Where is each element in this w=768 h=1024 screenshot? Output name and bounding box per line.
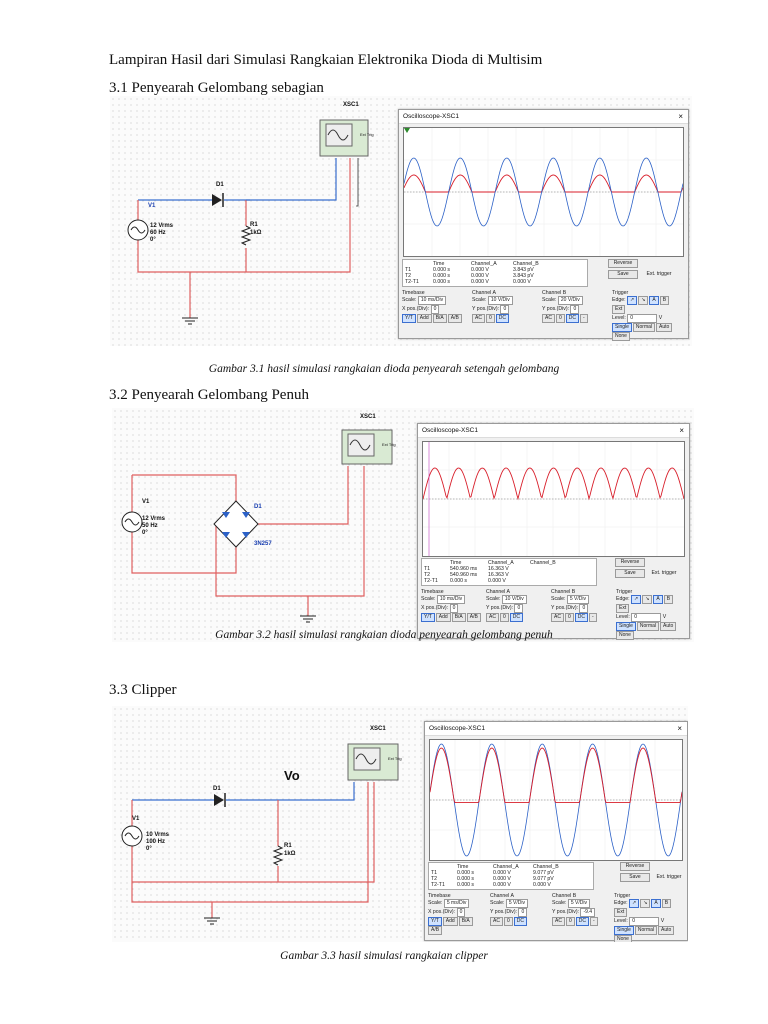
chb-ypos-field[interactable]: -9.4: [580, 908, 595, 917]
t2-cha: 16.363 V: [488, 572, 509, 578]
chb-dc-button[interactable]: DC: [575, 613, 588, 622]
t1-time: 0.000 s: [457, 870, 475, 876]
cha-ypos-field[interactable]: 0: [518, 908, 527, 917]
chb-ypos-field[interactable]: 0: [570, 305, 579, 314]
caption-3-1: Gambar 3.1 hasil simulasi rangkaian dioda penyearah setengah gelombang: [208, 363, 560, 375]
t1-cha: 0.000 V: [471, 267, 489, 273]
edge-label: Edge:: [614, 900, 628, 906]
normal-button[interactable]: Normal: [635, 926, 657, 935]
rising-edge-icon[interactable]: ↗: [627, 296, 637, 305]
channel-a-label: Channel A: [486, 589, 510, 595]
level-field[interactable]: 0: [627, 314, 657, 323]
t2t1-time: 0.000 s: [457, 882, 475, 888]
chb-dc-button[interactable]: DC: [566, 314, 579, 323]
cha-scale-field[interactable]: 5 V/Div: [506, 899, 528, 908]
chb-scale-field[interactable]: 20 V/Div: [558, 296, 583, 305]
col-time: Time: [433, 261, 445, 267]
xpos-field[interactable]: 0: [431, 305, 440, 314]
cha-ypos-field[interactable]: 0: [514, 604, 523, 613]
xpos-field[interactable]: 0: [457, 908, 466, 917]
source-phase: 0°: [146, 846, 152, 852]
save-button[interactable]: Save: [620, 873, 650, 882]
edge-label: Edge:: [612, 297, 626, 303]
source-voltage: 12 Vrms: [150, 223, 174, 229]
rising-edge-icon[interactable]: ↗: [629, 899, 639, 908]
t2-chb: 3.843 pV: [513, 273, 534, 279]
col-chb: Channel_B: [513, 261, 539, 267]
none-button[interactable]: None: [612, 332, 630, 341]
chb-zero-button[interactable]: 0: [566, 917, 575, 926]
scope-screen: [429, 739, 683, 861]
reverse-button[interactable]: Reverse: [620, 862, 650, 871]
window-titlebar[interactable]: [425, 722, 687, 736]
close-icon[interactable]: ×: [679, 426, 684, 435]
channel-b-label: Channel B: [551, 589, 576, 595]
window-titlebar[interactable]: [418, 424, 689, 438]
t1-chb: 9.077 pV: [533, 870, 554, 876]
t2t1-cha: 0.000 V: [488, 578, 506, 584]
t1-cha: 16.363 V: [488, 566, 509, 572]
figure-clipper: [112, 706, 688, 942]
timebase-scale-field[interactable]: 10 ms/Div: [437, 595, 465, 604]
source-spec: [150, 223, 173, 244]
window-title: Oscilloscope-XSC1: [403, 113, 459, 120]
trigger-b-button[interactable]: B: [662, 899, 671, 908]
cha-dc-button[interactable]: DC: [496, 314, 509, 323]
level-unit: V: [660, 918, 665, 924]
level-label: Level:: [614, 918, 628, 924]
t1-label[interactable]: T1: [424, 566, 431, 572]
save-button[interactable]: Save: [615, 569, 645, 578]
trigger-a-button[interactable]: A: [649, 296, 658, 305]
timebase-label: Timebase: [402, 290, 425, 296]
section-1-heading: 3.1 Penyearah Gelombang sebagian: [109, 80, 324, 96]
diode-label: D1: [213, 786, 221, 792]
source-voltage: 10 Vrms: [146, 832, 170, 838]
t2t1-cha: 0.000 V: [471, 279, 489, 285]
t2-chb: 9.077 pV: [533, 876, 554, 882]
document-title: Lampiran Hasil dari Simulasi Rangkaian Elektronika Dioda di Multisim: [109, 52, 543, 68]
falling-edge-icon[interactable]: ↘: [640, 899, 650, 908]
trigger-ext-button[interactable]: Ext: [616, 604, 629, 613]
chb-ac-button[interactable]: AC: [542, 314, 555, 323]
channel-a-label: Channel A: [490, 893, 514, 899]
level-field[interactable]: 0: [629, 917, 659, 926]
ypos-label: Y pos.(Div):: [551, 605, 579, 611]
trigger-b-button[interactable]: B: [660, 296, 669, 305]
scope-label: XSC1: [370, 726, 386, 732]
ab-button[interactable]: A/B: [428, 926, 442, 935]
oscilloscope-window[interactable]: [398, 109, 689, 339]
col-chb: Channel_B: [530, 560, 556, 566]
source-name: V1: [142, 499, 150, 505]
chb-ac-button[interactable]: AC: [551, 613, 564, 622]
window-titlebar[interactable]: [399, 110, 688, 124]
ypos-label: Y pos.(Div):: [552, 909, 580, 915]
t2t1-chb: 0.000 V: [533, 882, 551, 888]
col-time: Time: [457, 864, 469, 870]
cha-dc-button[interactable]: DC: [510, 613, 523, 622]
chb-dash-button[interactable]: -: [580, 314, 588, 323]
ext-trig-label: Ext Trig: [360, 132, 374, 137]
chb-dash-button[interactable]: -: [589, 613, 597, 622]
t2-label[interactable]: T2: [431, 876, 438, 882]
channel-a-label: Channel A: [472, 290, 496, 296]
scale-label: Scale:: [542, 297, 557, 303]
ext-trig-label: Ext Trig: [388, 756, 402, 761]
col-cha: Channel_A: [488, 560, 514, 566]
level-unit: V: [662, 614, 667, 620]
t2-label[interactable]: T2: [405, 273, 412, 279]
section-2-heading: 3.2 Penyearah Gelombang Penuh: [109, 387, 309, 403]
col-cha: Channel_A: [493, 864, 519, 870]
caption-3-3: Gambar 3.3 hasil simulasi rangkaian clipper: [280, 950, 488, 962]
cha-dc-button[interactable]: DC: [514, 917, 527, 926]
t2t1-label: T2-T1: [424, 578, 438, 584]
t2t1-time: 0.000 s: [450, 578, 468, 584]
add-button[interactable]: Add: [436, 613, 451, 622]
cha-ypos-field[interactable]: 0: [500, 305, 509, 314]
cha-zero-button[interactable]: 0: [500, 613, 509, 622]
col-time: Time: [450, 560, 462, 566]
ab-button[interactable]: A/B: [448, 314, 462, 323]
yt-button[interactable]: Y/T: [421, 613, 435, 622]
scale-label: Scale:: [552, 900, 567, 906]
channel-a-trace: [423, 468, 684, 499]
reverse-button[interactable]: Reverse: [615, 558, 645, 567]
trigger-a-button[interactable]: A: [653, 595, 662, 604]
oscilloscope-window[interactable]: [417, 423, 690, 639]
chb-scale-field[interactable]: 5 V/Div: [567, 595, 589, 604]
caption-3-2: Gambar 3.2 hasil simulasi rangkaian dioda penyearah gelombang penuh: [215, 629, 553, 641]
cha-scale-field[interactable]: 10 V/Div: [502, 595, 527, 604]
single-button[interactable]: Single: [614, 926, 634, 935]
ypos-label: Y pos.(Div):: [472, 306, 500, 312]
cha-ac-button[interactable]: AC: [472, 314, 485, 323]
scope-label: XSC1: [343, 102, 359, 108]
window-title: Oscilloscope-XSC1: [429, 725, 485, 732]
auto-button[interactable]: Auto: [658, 926, 674, 935]
ypos-label: Y pos.(Div):: [542, 306, 570, 312]
measurement-panel: [421, 558, 686, 640]
chb-ac-button[interactable]: AC: [552, 917, 565, 926]
source-frequency: 60 Hz: [150, 230, 166, 236]
chb-zero-button[interactable]: 0: [556, 314, 565, 323]
timebase-scale-field[interactable]: 5 ms/Div: [444, 899, 469, 908]
channel-b-label: Channel B: [552, 893, 577, 899]
cha-zero-button[interactable]: 0: [486, 314, 495, 323]
resistor-value: 1kΩ: [284, 851, 296, 857]
ext-trigger-label: Ext. trigger: [646, 271, 672, 277]
t2t1-time: 0.000 s: [433, 279, 451, 285]
chb-dc-button[interactable]: DC: [576, 917, 589, 926]
ypos-label: Y pos.(Div):: [490, 909, 518, 915]
close-icon[interactable]: ×: [677, 724, 682, 733]
ba-button[interactable]: B/A: [452, 613, 466, 622]
cha-ac-button[interactable]: AC: [486, 613, 499, 622]
measurement-panel: [428, 862, 684, 942]
chb-scale-field[interactable]: 5 V/Div: [568, 899, 590, 908]
falling-edge-icon[interactable]: ↘: [642, 595, 652, 604]
t2t1-cha: 0.000 V: [493, 882, 511, 888]
scale-label: Scale:: [421, 596, 436, 602]
close-icon[interactable]: ×: [678, 112, 683, 121]
scale-label: Scale:: [551, 596, 566, 602]
auto-button[interactable]: Auto: [660, 622, 676, 631]
chb-dash-button[interactable]: -: [590, 917, 598, 926]
ba-button[interactable]: B/A: [433, 314, 447, 323]
trigger-label: Trigger: [614, 893, 631, 899]
add-button[interactable]: Add: [417, 314, 432, 323]
resistor-value: 1kΩ: [250, 230, 262, 236]
source-name: V1: [148, 203, 156, 209]
reverse-button[interactable]: Reverse: [608, 259, 638, 268]
channel-b-label: Channel B: [542, 290, 567, 296]
t1-cha: 0.000 V: [493, 870, 511, 876]
col-chb: Channel_B: [533, 864, 559, 870]
ba-button[interactable]: B/A: [459, 917, 473, 926]
xpos-label: X pos.(Div):: [428, 909, 456, 915]
trigger-ext-button[interactable]: Ext: [612, 305, 625, 314]
diode-label: D1: [254, 504, 262, 510]
auto-button[interactable]: Auto: [656, 323, 672, 332]
yt-button[interactable]: Y/T: [428, 917, 442, 926]
t2-time: 0.000 s: [433, 273, 451, 279]
xpos-label: X pos.(Div):: [421, 605, 449, 611]
timebase-label: Timebase: [428, 893, 451, 899]
t1-time: 0.000 s: [433, 267, 451, 273]
t2-time: 540.960 ms: [450, 572, 478, 578]
source-spec: [146, 832, 169, 853]
vo-label: Vo: [284, 768, 300, 783]
trigger-b-button[interactable]: B: [664, 595, 673, 604]
t2t1-chb: 0.000 V: [513, 279, 531, 285]
source-name: V1: [132, 816, 140, 822]
scale-label: Scale:: [428, 900, 443, 906]
source-frequency: 50 Hz: [142, 523, 158, 529]
timebase-scale-field[interactable]: 10 ms/Div: [418, 296, 446, 305]
t2t1-label: T2-T1: [405, 279, 419, 285]
source-phase: 0°: [150, 237, 156, 243]
figure-full-wave: [112, 408, 694, 642]
edge-label: Edge:: [616, 596, 630, 602]
measurement-panel: [402, 259, 685, 341]
trigger-label: Trigger: [612, 290, 629, 296]
xpos-label: X pos.(Div):: [402, 306, 430, 312]
source-phase: 0°: [142, 530, 148, 536]
save-button[interactable]: Save: [608, 270, 638, 279]
timebase-label: Timebase: [421, 589, 444, 595]
ext-trig-label: Ext Trig: [382, 442, 396, 447]
scope-screen: [422, 441, 685, 557]
ext-trigger-label: Ext. trigger: [656, 874, 682, 880]
source-frequency: 100 Hz: [146, 839, 166, 845]
oscilloscope-window[interactable]: [424, 721, 688, 941]
t1-time: 540.960 ms: [450, 566, 478, 572]
yt-button[interactable]: Y/T: [402, 314, 416, 323]
t1-label[interactable]: T1: [405, 267, 412, 273]
resistor-label: R1: [250, 222, 258, 228]
trigger-label: Trigger: [616, 589, 633, 595]
cha-ac-button[interactable]: AC: [490, 917, 503, 926]
ab-button[interactable]: A/B: [467, 613, 481, 622]
single-button[interactable]: Single: [612, 323, 632, 332]
window-title: Oscilloscope-XSC1: [422, 427, 478, 434]
level-field[interactable]: 0: [631, 613, 661, 622]
add-button[interactable]: Add: [443, 917, 458, 926]
t2-cha: 0.000 V: [493, 876, 511, 882]
col-cha: Channel_A: [471, 261, 497, 267]
level-unit: V: [658, 315, 663, 321]
t2t1-label: T2-T1: [431, 882, 445, 888]
scope-label: XSC1: [360, 414, 376, 420]
ext-trigger-label: Ext. trigger: [651, 570, 677, 576]
cha-zero-button[interactable]: 0: [504, 917, 513, 926]
single-button[interactable]: Single: [616, 622, 636, 631]
bridge-part-label: 3N257: [254, 541, 272, 547]
scale-label: Scale:: [490, 900, 505, 906]
diode-label: D1: [216, 182, 224, 188]
rising-edge-icon[interactable]: ↗: [631, 595, 641, 604]
none-button[interactable]: None: [616, 631, 634, 640]
t1-chb: 3.843 pV: [513, 267, 534, 273]
t2-cha: 0.000 V: [471, 273, 489, 279]
level-label: Level:: [612, 315, 626, 321]
scale-label: Scale:: [402, 297, 417, 303]
scope-screen: [403, 127, 684, 257]
falling-edge-icon[interactable]: ↘: [638, 296, 648, 305]
channel-a-trace: [430, 748, 682, 803]
section-3-heading: 3.3 Clipper: [109, 682, 177, 698]
trigger-a-button[interactable]: A: [651, 899, 660, 908]
normal-button[interactable]: Normal: [633, 323, 655, 332]
cha-scale-field[interactable]: 10 V/Div: [488, 296, 513, 305]
scale-label: Scale:: [472, 297, 487, 303]
none-button[interactable]: None: [614, 935, 632, 942]
t1-label[interactable]: T1: [431, 870, 438, 876]
t2-label[interactable]: T2: [424, 572, 431, 578]
t2-time: 0.000 s: [457, 876, 475, 882]
xpos-field[interactable]: 0: [450, 604, 459, 613]
source-spec: [142, 516, 165, 537]
chb-ypos-field[interactable]: 0: [579, 604, 588, 613]
scale-label: Scale:: [486, 596, 501, 602]
normal-button[interactable]: Normal: [637, 622, 659, 631]
ypos-label: Y pos.(Div):: [486, 605, 514, 611]
trigger-ext-button[interactable]: Ext: [614, 908, 627, 917]
source-voltage: 12 Vrms: [142, 516, 166, 522]
resistor-label: R1: [284, 843, 292, 849]
level-label: Level:: [616, 614, 630, 620]
chb-zero-button[interactable]: 0: [565, 613, 574, 622]
figure-half-wave: [110, 96, 692, 346]
